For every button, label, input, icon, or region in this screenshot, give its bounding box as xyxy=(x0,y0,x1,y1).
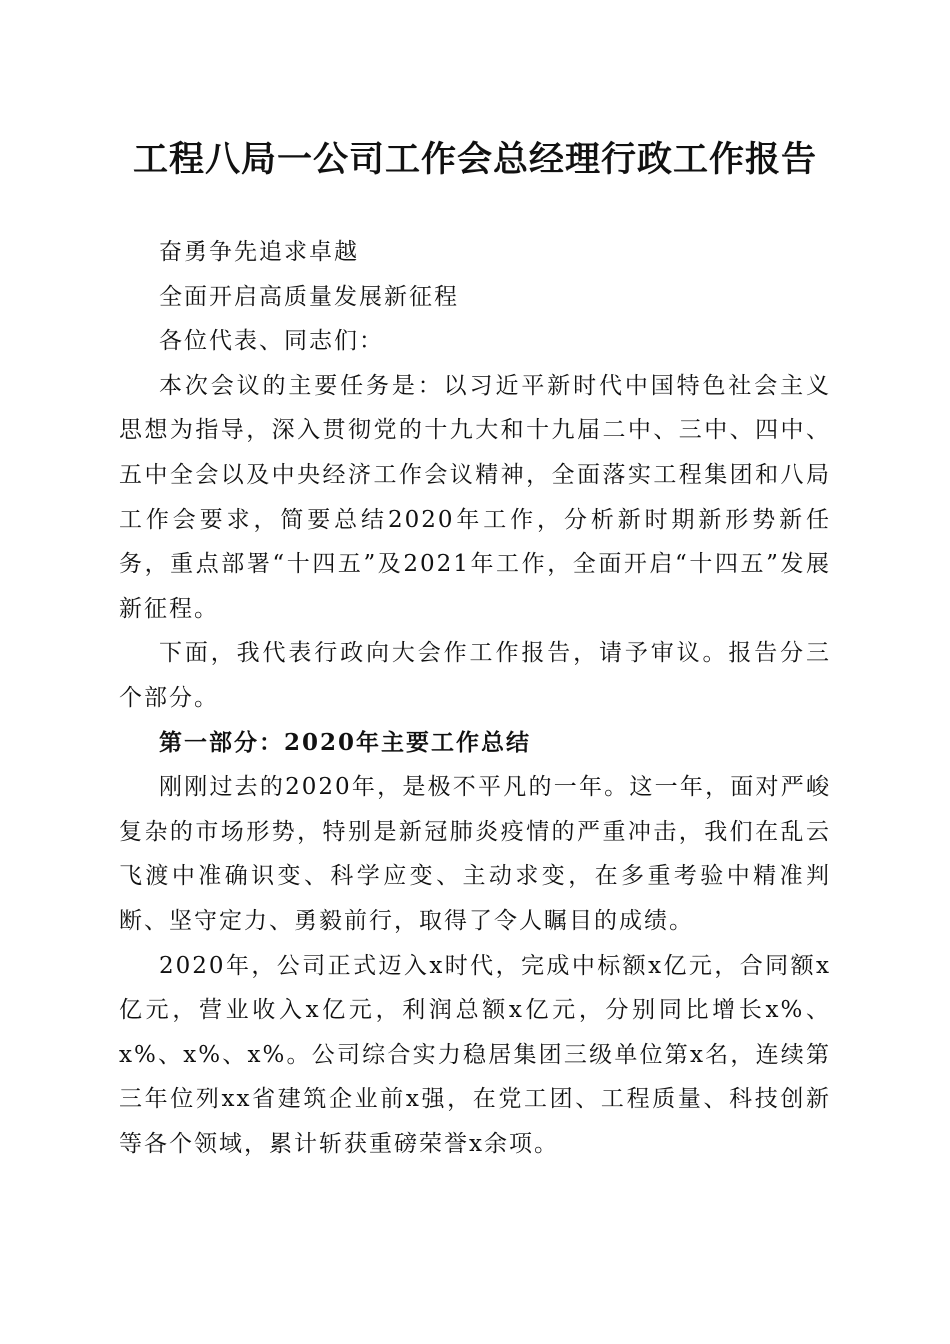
salutation: 各位代表、同志们： xyxy=(159,328,384,355)
subtitle-line-2: 全面开启高质量发展新征程 xyxy=(159,283,459,310)
paragraph-report-intro: 下面，我代表行政向大会作工作报告，请予审议。报告分三个部分。 xyxy=(119,640,831,711)
document-title: 工程八局一公司工作会总经理行政工作报告 xyxy=(132,139,817,180)
section-heading-part-one: 第一部分：2020年主要工作总结 xyxy=(159,728,532,756)
paragraph-year-review: 刚刚过去的2020年，是极不平凡的一年。这一年，面对严峻复杂的市场形势，特别是新冠肺炎疫情的严重冲击，我们在乱云飞渡中准确识变、科学应变、主动求变，在多重考验中精准判断、坚守定力、勇毅前行，取得了令人瞩目的成绩。 xyxy=(119,774,831,934)
document-body xyxy=(119,230,831,1166)
subtitle-line-1: 奋勇争先追求卓越 xyxy=(159,239,359,265)
paragraph-meeting-tasks: 本次会议的主要任务是：以习近平新时代中国特色社会主义思想为指导，深入贯彻党的十九大和十九届二中、三中、四中、五中全会以及中央经济工作会议精神，全面落实工程集团和八局工作会要求，简要总结2020年工作，分析新时期新形势新任务，重点部署“十四五”及2021年工作，全面开启“十四五”发展新征程。 xyxy=(119,372,831,622)
paragraph-achievements: 2020年，公司正式迈入x时代，完成中标额x亿元，合同额x亿元，营业收入x亿元，利润总额x亿元，分别同比增长x%、x%、x%、x%。公司综合实力稳居集团三级单位第x名，连续第三年位列xx省建筑企业前x强，在党工团、工程质量、科技创新等各个领域，累计斩获重磅荣誉x余项。 xyxy=(119,952,831,1157)
